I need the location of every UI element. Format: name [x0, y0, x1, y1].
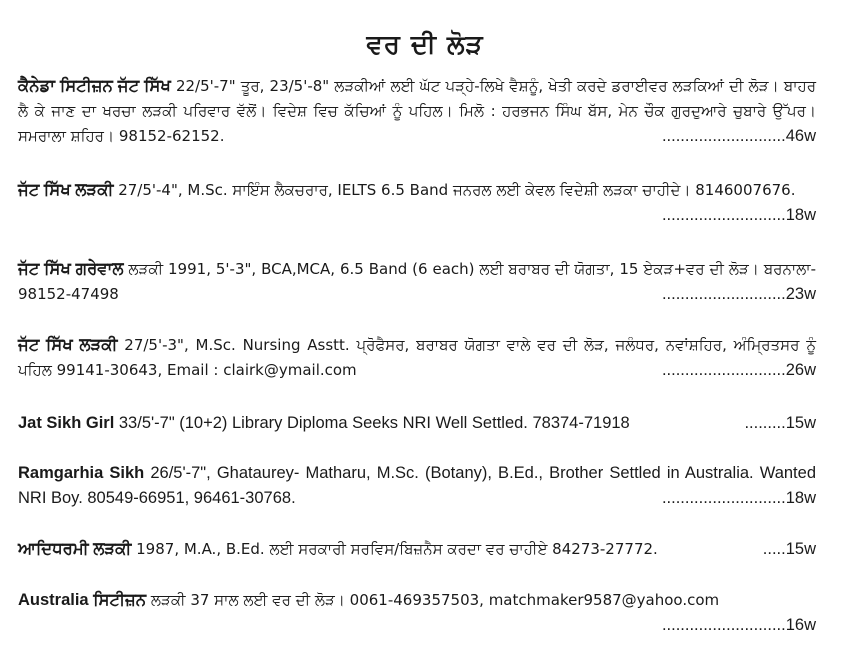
ad-code: ...........................46w: [661, 127, 816, 145]
ad-lead: Australia ਸਿਟੀਜ਼ਨ: [18, 591, 147, 609]
ad-body: 33/5'-7" (10+2) Library Diploma Seeks NRI Well Settled. 78374-71918: [114, 414, 630, 432]
ad-lead: ਜੱਟ ਸਿੱਖ ਲੜਕੀ: [18, 181, 114, 199]
ad-lead: ਜੱਟ ਸਿੱਖ ਗਰੇਵਾਲ: [18, 260, 124, 278]
ad-7: [18, 537, 816, 562]
ad-code: ...........................18w: [661, 489, 816, 507]
ad-body: 27/5'-3", M.Sc. Nursing Asstt. ਪ੍ਰੋਫੈਸਰ, ਬਰਾਬਰ ਯੋਗਤਾ ਵਾਲੇ ਵਰ ਦੀ ਲੋੜ, ਜਲੰਧਰ, ਨਵਾਂਸ਼ਹਿਰ, ਅੰਮ੍ਰਿਤਸਰ ਨੂੰ ਪਹਿਲ 99141-30643, Email : clairk@ymail.com: [18, 336, 816, 379]
ad-3: [18, 257, 816, 307]
ad-5: [18, 411, 816, 436]
ad-body: ਲੜਕੀ 37 ਸਾਲ ਲਈ ਵਰ ਦੀ ਲੋੜ। 0061-469357503, matchmaker9587@yahoo.com: [146, 591, 720, 609]
ad-code: ...........................18w: [661, 206, 816, 224]
ad-lead: Jat Sikh Girl: [18, 414, 115, 432]
ad-body: 26/5'-7", Ghataurey- Matharu, M.Sc. (Botany), B.Ed., Brother Settled in Australia. Wanted NRI Boy. 80549-66951, 96461-30768.: [18, 464, 816, 507]
ad-lead: ਆਦਿਧਰਮੀ ਲੜਕੀ: [18, 540, 132, 558]
ad-8: [18, 588, 816, 638]
ad-lead: Ramgarhia Sikh: [18, 464, 145, 482]
ad-lead: ਜੱਟ ਸਿੱਖ ਲੜਕੀ: [18, 336, 118, 354]
ad-body: 27/5'-4", M.Sc. ਸਾਇੰਸ ਲੈਕਚਰਾਰ, IELTS 6.5 Band ਜਨਰਲ ਲਈ ਕੇਵਲ ਵਿਦੇਸ਼ੀ ਲੜਕਾ ਚਾਹੀਦੇ। 8146007676.: [113, 181, 796, 199]
ad-body: 1987, M.A., B.Ed. ਲਈ ਸਰਕਾਰੀ ਸਰਵਿਸ/ਬਿਜ਼ਨੈਸ ਕਰਦਾ ਵਰ ਚਾਹੀਏ 84273-27772.: [131, 540, 658, 558]
ad-body: ਲੜਕੀ 1991, 5'-3", BCA,MCA, 6.5 Band (6 each) ਲਈ ਬਰਾਬਰ ਦੀ ਯੋਗਤਾ, 15 ਏਕੜ+ਵਰ ਦੀ ਲੋੜ। ਬਰਨਾਲਾ- 98152-47498: [18, 260, 816, 303]
page-title: ਵਰ ਦੀ ਲੋੜ: [366, 30, 484, 60]
ad-4: [18, 333, 816, 383]
ad-body: 22/5'-7" ਤੂਰ, 23/5'-8" ਲੜਕੀਆਂ ਲਈ ਘੱਟ ਪੜ੍ਹੇ-ਲਿਖੇ ਵੈਸ਼ਨੂੰ, ਖੇਤੀ ਕਰਦੇ ਡਰਾਈਵਰ ਲੜਕਿਆਂ ਦੀ ਲੋੜ। ਬਾਹਰ ਲੈ ਕੇ ਜਾਣ ਦਾ ਖਰਚਾ ਲੜਕੀ ਪਰਿਵਾਰ ਵੱਲੋਂ। ਵਿਦੇਸ਼ ਵਿਚ ਕੱਚਿਆਂ ਨੂੰ ਪਹਿਲ। ਮਿਲੋ : ਹਰਭਜਨ ਸਿੰਘ ਬੱਸ, ਮੇਨ ਚੌਕ ਗੁਰਦੁਆਰੇ ਚੁਬਾਰੇ ਉੱਪਰ। ਸਮਰਾਲਾ ਸ਼ਹਿਰ। 98152-62152.: [18, 77, 816, 145]
ad-lead: ਕੈਨੇਡਾ ਸਿਟੀਜ਼ਨ ਜੱਟ ਸਿੱਖ: [18, 77, 171, 95]
ad-code: ...........................23w: [661, 285, 816, 303]
ad-6: [18, 461, 816, 511]
ad-2: [18, 178, 816, 228]
ad-1: [18, 74, 816, 149]
ad-code: ...........................16w: [661, 616, 816, 634]
ad-code: ...........................26w: [661, 361, 816, 379]
ad-code: .........15w: [744, 414, 816, 432]
ad-code: .....15w: [762, 540, 816, 558]
